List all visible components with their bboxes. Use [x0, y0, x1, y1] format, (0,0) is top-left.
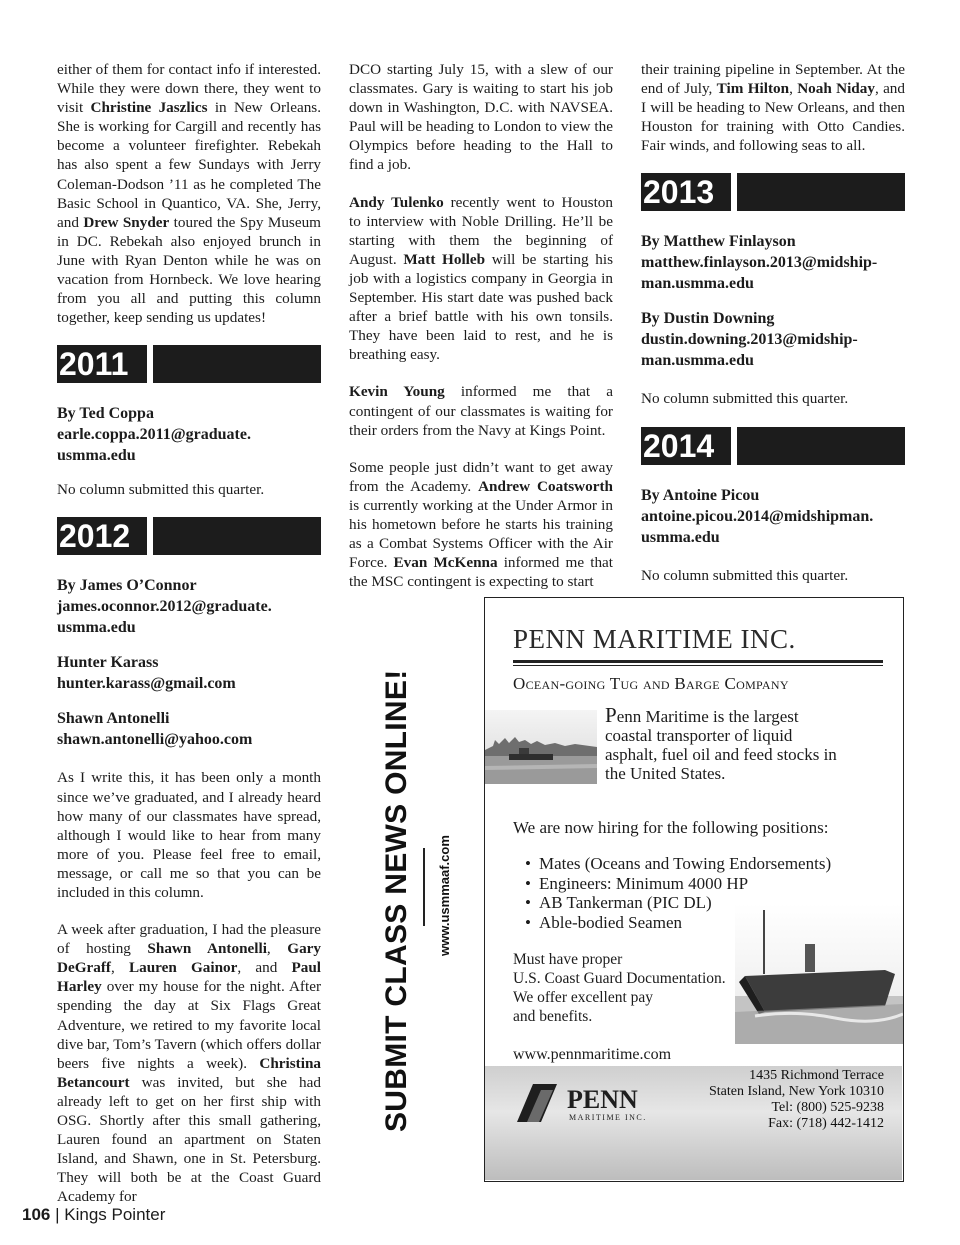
email-link[interactable]: matthew.finlayson.2013@midship-	[641, 254, 878, 272]
paragraph: Some people just didn’t want to get away from the Academy. Andrew Coatsworth is currently working at the Under Armor in his hometown before he starts his training as a Combat Systems Officer with the Air Force. Evan McKenna informed me that the MSC contingent is expecting to start	[349, 458, 613, 591]
email-link[interactable]: shawn.antonelli@yahoo.com	[57, 731, 253, 749]
ad-address: 1435 Richmond Terrace Staten Island, New York 10310 Tel: (800) 525-9238 Fax: (718) 442-1412	[709, 1068, 884, 1131]
byline-2014: By Antoine Picou antoine.picou.2014@midshipman. usmma.edu	[641, 485, 905, 548]
email-link[interactable]: usmma.edu	[641, 528, 720, 546]
page-footer	[22, 1205, 165, 1225]
penn-website-link[interactable]: www.pennmaritime.com	[513, 1046, 672, 1063]
no-column-note: No column submitted this quarter.	[57, 481, 265, 499]
email-link[interactable]: usmma.edu	[57, 619, 136, 637]
ad-requirements: Must have proper U.S. Coast Guard Documentation. We offer excellent pay and benefits.	[513, 951, 726, 1025]
divider	[513, 660, 883, 663]
vertical-divider	[423, 848, 425, 926]
list-item: • AB Tankerman (PIC DL)	[525, 893, 831, 913]
usmmaaf-link[interactable]: www.usmmaaf.com	[437, 835, 452, 956]
email-link[interactable]: usmma.edu	[57, 447, 136, 465]
paragraph: Andy Tulenko recently went to Houston to interview with Noble Drilling. He’ll be starting with them the beginning of August. Matt Holleb will be starting his job with a logistics company in Georgia in September. His start date was pushed back after a brief battle with his own tonsils. They have been laid to rest, and he is breathing easy.	[349, 193, 613, 364]
no-column-note: No column submitted this quarter.	[641, 390, 849, 408]
email-link[interactable]: james.oconnor.2012@graduate.	[57, 598, 272, 616]
year-header-2014: 2014	[641, 427, 905, 465]
svg-text:MARITIME INC.: MARITIME INC.	[569, 1113, 647, 1122]
page-number: 106	[22, 1205, 51, 1224]
ad-title: PENN MARITIME INC.	[513, 624, 796, 654]
list-item: • Able-bodied Seamen	[525, 913, 831, 933]
email-link[interactable]: dustin.downing.2013@midship-	[641, 331, 858, 349]
penn-maritime-ad[interactable]	[484, 597, 904, 1182]
byline-2013-a: By Matthew Finlayson matthew.finlayson.2013@midship- man.usmma.edu	[641, 231, 905, 294]
byline-2011: By Ted Coppa earle.coppa.2011@graduate. usmma.edu	[57, 403, 321, 466]
email-link[interactable]: hunter.karass@gmail.com	[57, 675, 236, 693]
list-item: • Mates (Oceans and Towing Endorsements)	[525, 854, 831, 874]
byline-2012: By James O’Connor james.oconnor.2012@graduate. usmma.edu	[57, 575, 321, 638]
paragraph: As I write this, it has been only a month since we’ve graduated, and I already heard how many of our classmates have spread, although I would like to hear from many more of you. Please feel free to email, message, or call me so that you can be included in this column.	[57, 769, 321, 901]
svg-text:PENN: PENN	[567, 1085, 638, 1114]
paragraph: Kevin Young informed me that a contingent of our classmates is waiting for their orders from the Navy at Kings Point.	[349, 383, 613, 439]
contact-hunter: Hunter Karass hunter.karass@gmail.com	[57, 652, 321, 694]
year-header-2012: 2012	[57, 517, 321, 555]
email-link[interactable]: earle.coppa.2011@graduate.	[57, 426, 251, 444]
email-link[interactable]: man.usmma.edu	[641, 275, 754, 293]
paragraph: their training pipeline in September. At the end of July, Tim Hilton, Noah Niday, and I will be heading to New Orleans, and then Houston for training with Otto Candies. Fair winds, and following seas to all.	[641, 61, 905, 155]
list-item: • Engineers: Minimum 4000 HP	[525, 874, 831, 894]
penn-maritime-logo	[513, 1078, 663, 1126]
paragraph-intro: either of them for contact info if interested. While they were down there, they went to visit Christine Jaszlics in New Orleans. She is working for Cargill and recently has become a volunteer firefighter. Rebekah has also spent a few Sundays with Jerry Coleman-Dodson ’11 as he completed The Basic School in Quantico, VA. She, Jerry, and Drew Snyder toured the Spy Museum in DC. Rebekah also enjoyed brunch in June with Ryan Denton while he was on vacation from Hornbeck. We love hearing from you all and putting this column together, keep sending us updates!	[57, 61, 321, 327]
ad-intro: Penn Maritime is the largest coastal transporter of liquid asphalt, fuel oil and feed stocks in the United States.	[605, 703, 837, 783]
year-header-2011: 2011	[57, 345, 321, 383]
no-column-note: No column submitted this quarter.	[641, 566, 849, 584]
ad-subtitle: Ocean-going Tug and Barge Company	[513, 674, 789, 693]
ad-hiring-heading: We are now hiring for the following positions:	[513, 818, 829, 837]
email-link[interactable]: man.usmma.edu	[641, 352, 754, 370]
byline-2013-b: By Dustin Downing dustin.downing.2013@midship- man.usmma.edu	[641, 308, 905, 371]
paragraph: DCO starting July 15, with a slew of our classmates. Gary is waiting to start his job down in Washington, D.C. with NAVSEA. Paul will be heading to London to view the Olympics before heading to the Hall to find a job.	[349, 61, 613, 174]
column-3	[641, 60, 905, 603]
email-link[interactable]: antoine.picou.2014@midshipman.	[641, 507, 874, 525]
divider	[513, 665, 883, 666]
submit-news-headline: SUBMIT CLASS NEWS ONLINE!	[380, 669, 413, 1132]
contact-shawn: Shawn Antonelli shawn.antonelli@yahoo.com	[57, 708, 321, 750]
ad-footer-band	[485, 1066, 902, 1180]
tug-barge-photo	[735, 904, 903, 1044]
column-2	[349, 60, 613, 609]
footer-separator: |	[55, 1205, 60, 1224]
column-1	[57, 60, 321, 1224]
year-header-2013: 2013	[641, 173, 905, 211]
harbor-photo	[485, 710, 597, 784]
magazine-name: Kings Pointer	[64, 1205, 166, 1224]
paragraph: A week after graduation, I had the pleasure of hosting Shawn Antonelli, Gary DeGraff, Lauren Gainor, and Paul Harley over my house for the night. After spending the day at Six Flags Great Adventure, we retired to my favorite local dive bar, Tom’s Tavern (which offers dollar beers five nights a week). Christina Betancourt was invited, but she had already left to get on her first ship with OSG. Shortly after this small gathering, Lauren found an apartment on Staten Island, and Shawn, one in St. Petersburg. They will both be at the Coast Guard Academy for	[57, 921, 322, 1206]
